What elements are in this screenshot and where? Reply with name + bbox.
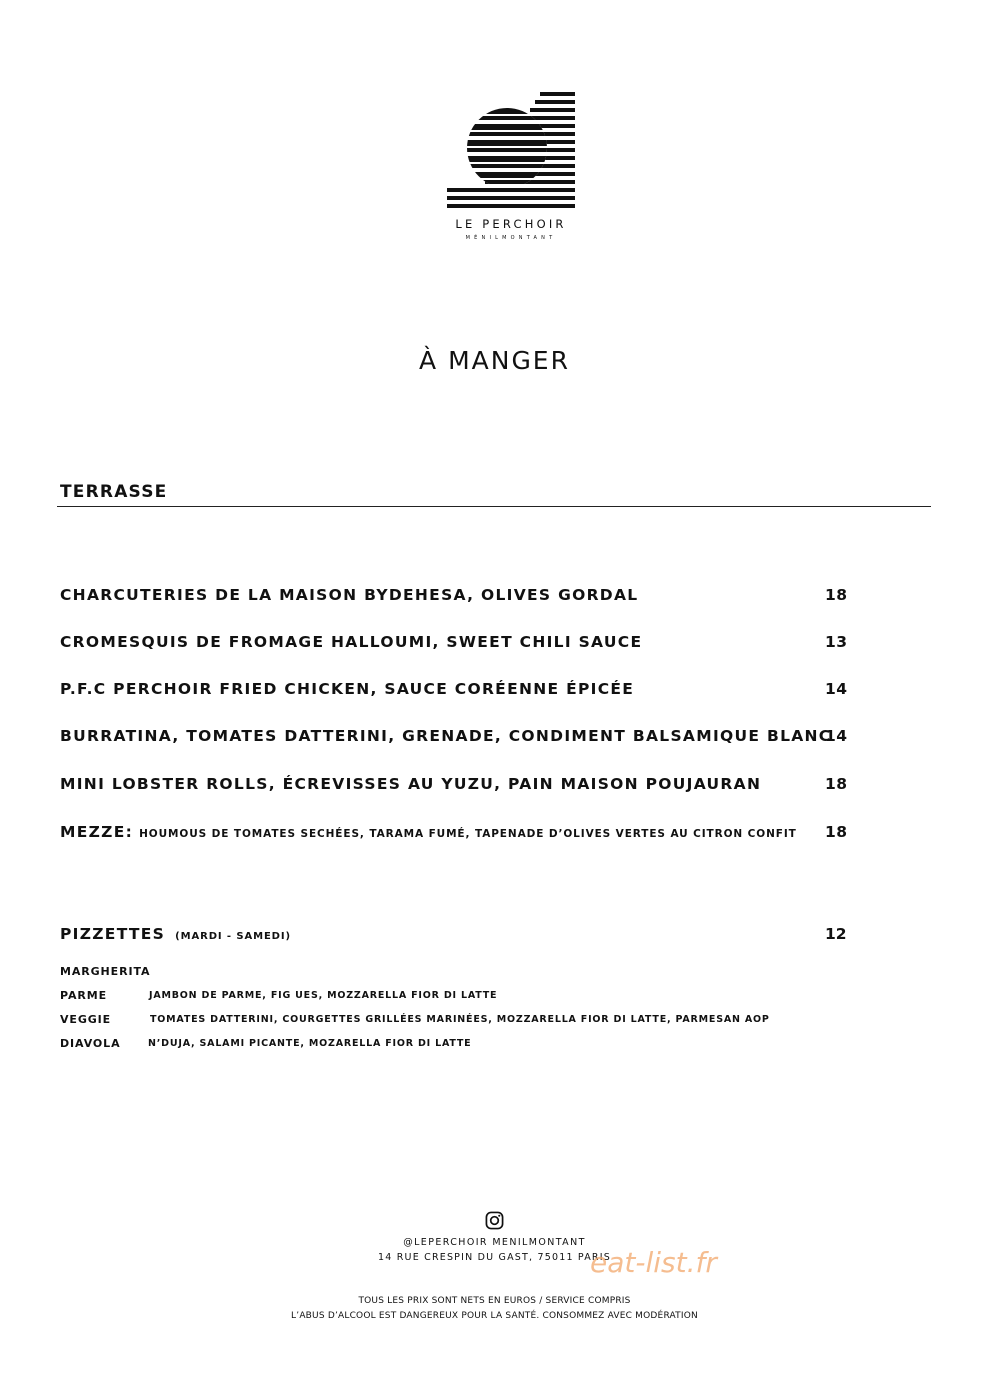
pizza-description: TOMATES DATTERINI, COURGETTES GRILLÉES MARINÉES, MOZZARELLA FIOR DI LATTE, PARMESAN AOP (150, 1014, 770, 1025)
instagram-handle[interactable]: @LEPERCHOIR MENILMONTANT (403, 1237, 586, 1248)
watermark: eat-list.fr (590, 1246, 717, 1279)
pizza-name: DIAVOLA (60, 1037, 121, 1050)
menu-item-label: MEZZE: (60, 823, 134, 841)
brand-name: LE PERCHOIR (455, 217, 567, 231)
menu-item (60, 680, 850, 704)
menu-item-description: HOUMOUS DE TOMATES SECHÉES, TARAMA FUMÉ, TAPENADE D’OLIVES VERTES AU CITRON CONFIT (139, 828, 797, 840)
menu-item-name: P.F.C PERCHOIR FRIED CHICKEN, SAUCE CORÉENNE ÉPICÉE (60, 680, 635, 698)
menu-item (60, 633, 850, 657)
brand-subtitle: MÉNILMONTANT (465, 235, 557, 241)
menu-item-name: CHARCUTERIES DE LA MAISON BYDEHESA, OLIVES GORDAL (60, 586, 639, 604)
menu-item (60, 586, 850, 610)
page-title: À MANGER (419, 346, 570, 375)
menu-item-price: 13 (825, 633, 848, 651)
pizzettes-note: (MARDI - SAMEDI) (175, 931, 291, 942)
le-perchoir-logo (445, 90, 577, 212)
menu-item-name (60, 823, 797, 841)
price-note: TOUS LES PRIX SONT NETS EN EUROS / SERVICE COMPRIS (358, 1296, 631, 1306)
menu-item-price: 18 (825, 823, 848, 841)
alcohol-warning: L’ABUS D’ALCOOL EST DANGEREUX POUR LA SANTÉ. CONSOMMEZ AVEC MODÉRATION (291, 1311, 698, 1321)
section-heading: TERRASSE (60, 482, 168, 502)
section-divider (57, 506, 931, 507)
menu-item-name: MINI LOBSTER ROLLS, ÉCREVISSES AU YUZU, PAIN MAISON POUJAURAN (60, 775, 762, 793)
menu-item-name: CROMESQUIS DE FROMAGE HALLOUMI, SWEET CHILI SAUCE (60, 633, 643, 651)
menu-item-price: 18 (825, 586, 848, 604)
menu-item-price: 14 (825, 727, 848, 745)
pizzettes-heading (60, 925, 291, 943)
menu-item-price: 18 (825, 775, 848, 793)
menu-item-name: BURRATINA, TOMATES DATTERINI, GRENADE, CONDIMENT BALSAMIQUE BLANC (60, 727, 832, 745)
pizza-description: JAMBON DE PARME, FIG UES, MOZZARELLA FIOR DI LATTE (149, 990, 498, 1001)
menu-item (60, 823, 850, 847)
pizza-name: PARME (60, 989, 107, 1002)
instagram-icon[interactable] (485, 1211, 504, 1230)
pizza-description: N’DUJA, SALAMI PICANTE, MOZARELLA FIOR DI LATTE (148, 1038, 472, 1049)
menu-item-price: 14 (825, 680, 848, 698)
address: 14 RUE CRESPIN DU GAST, 75011 PARIS (378, 1252, 611, 1263)
pizzettes-title: PIZZETTES (60, 925, 166, 943)
pizza-name: MARGHERITA (60, 965, 151, 978)
pizzettes-price: 12 (825, 925, 847, 943)
menu-item (60, 727, 850, 751)
menu-item (60, 775, 850, 799)
pizza-name: VEGGIE (60, 1013, 112, 1026)
